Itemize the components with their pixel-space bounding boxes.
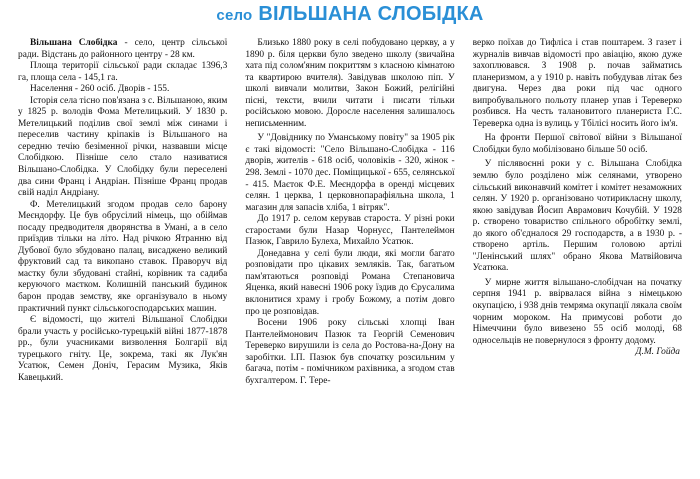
paragraph-lead <box>18 38 227 61</box>
paragraph: На фронти Першої світової війни з Вільшаної Слобідки було мобілізовано більше 50 осіб. <box>472 133 682 155</box>
paragraph: Восени 1906 року сільські хлопці Іван Пантелеймонович Пазюк та Георгій Семенович Тереверко вирушили із села до Ростова-на-Дону на заробітки. І.П. Пазюк був спочатку розсильним у багача, потім - помічником рахівника, а згодом став бухгалтером. Г. Тере- <box>245 318 455 386</box>
author-signature: Д.М. Гойда <box>635 347 680 358</box>
column-3 <box>473 38 682 471</box>
article-columns <box>18 38 682 471</box>
paragraph: Історія села тісно пов'язана з с. Вільшаною, яким у 1825 р. володів Фома Метелицький. У 1830 р. Метелицький поділив свої землі між синами і переселив частину кріпаків із Вільшаного на середню течію безіменної річки, назвавши місце Слобідкою. Пізніше село стало називатися Вільшано-Слобідка. У Слобідку були переселені два сини Франц і Андріан. Пізніше Франц продав свій наділ Андріану. <box>18 95 228 199</box>
paragraph: Є відомості, що жителі Вільшаної Слобідки брали участь у російсько-турецькій війні 1877-1878 рр., були учасниками визволення Болгарії від турецького гніту. Це, зокрема, такі як Лук'ян Усатюк, Семен Доніч, Герасим Музика, Яків Кавецький. <box>18 315 228 383</box>
title-prefix: село <box>216 7 253 24</box>
paragraph: Ф. Метелицький згодом продав село барону Меєндорфу. Це був обрусілий німець, що обіймав посаду предводителя дворянства в Умані, а в село приїздив тільки на літо. Над річкою Ятранню від Дубової було збудовано палац, висаджено великий фруктовий сад та викопано ставок. Праворуч від мастку були збудовані стайні, корівник та садиба керуючого маєтком. Колишній панський будинок барон продав земству, яке організувало в ньому практичний пункт сільськогосподарських машин. <box>18 199 228 314</box>
title-village-name: ВІЛЬШАНА СЛОБІДКА <box>258 3 484 25</box>
column-2 <box>245 38 454 471</box>
paragraph: У мирне життя вільшано-слобідчан на початку серпня 1941 р. ввірвалася війна з німецькою окупацією, і 938 днів темряма окупації лякала своїм чорним мороком. На примусові роботи до Німеччини було вивезено 55 осіб молоді, 68 односельців не повернулося з фронту додому. <box>472 277 682 346</box>
paragraph: Площа території сільської ради складає 1396,3 га, площа села - 145,1 га. <box>18 61 228 83</box>
paragraph: верко поїхав до Тифліса і став поштарем. З газет і журналів вивчав відомості про авіацію, якою дуже захоплювався. З 1908 р. почав займатись планеризмом, а у 1910 р. навіть побудував літак без двигуна. Через два роки під час одного випробувального польоту планер упав і Тереверко розбився. На честь талановитого планериста Г.С. Тереверка одна із вулиць у Тбілісі носить його ім'я. <box>472 38 682 129</box>
paragraph: У післявоєнні роки у с. Вільшана Слобідка землю було розділено між селянами, утворено сільський виконавчий комітет і комітет незаможних селян. У 1920 р. організовано чотирикласну школу, якою завідував Йосип Аврамович Кочубій. У 1928 р. створено товариство спільного обробітку землі, до якого об'єдналося 29 господарств, а в 1930 р. - створено артіль. Першим головою артілі "Ленінський шлях" обрано Якова Матвійовича Усатюка. <box>472 159 682 274</box>
paragraph: У "Довіднику по Уманському повіту" за 1905 рік є такі відомості: "Село Вільшано-Слобідка - 116 дворів, жителів - 618 осіб, чоловіків - 320, жінок - 298. Землі - 1070 дес. Поміщицької - 655, селянської - 415. Маєток Ф.Е. Меєндорфа в оренді місцевих селян. 1 церква, 1 церковнопарафіяльна школа, 1 магазин для запасів хліба, 1 вітряк". <box>245 133 455 213</box>
lead-bold: Вільшана Слобідка <box>30 38 118 48</box>
column-1 <box>18 38 227 471</box>
page-title <box>18 0 682 28</box>
paragraph: Донедавна у селі були люди, які могли багато розповідати про цікавих земляків. Так, багатьом пам'ятаються розповіді Романа Степановича Яценка, який навесні 1906 року їздив до Єрусалима вклонитися храму і гробу Божому, а потім довго про це розповідав. <box>245 248 455 317</box>
paragraph: До 1917 р. селом керував староста. У різні роки старостами були Назар Чорнуєс, Пантелеймон Пазюк, Гаврило Булеха, Михайло Усатюк. <box>245 214 455 248</box>
paragraph: Близько 1880 року в селі побудовано церкву, а у 1890 р. біля церкви було зведено школу (звичайна хата під солом'яним покриттям з класною кімнатою та квартирою вчителя). Завідував школою піп. У школі вивчали молитви, Закон Божий, релігійні пісні, тексти, вчили читати і писати тільки російською мовою. Доросле населення залишалось неписьменним. <box>245 38 455 129</box>
lead-rest: - село, центр сільської ради. Відстань до районного центру - 28 км. <box>18 38 228 60</box>
paragraph: Населення - 260 осіб. Дворів - 155. <box>30 84 170 95</box>
